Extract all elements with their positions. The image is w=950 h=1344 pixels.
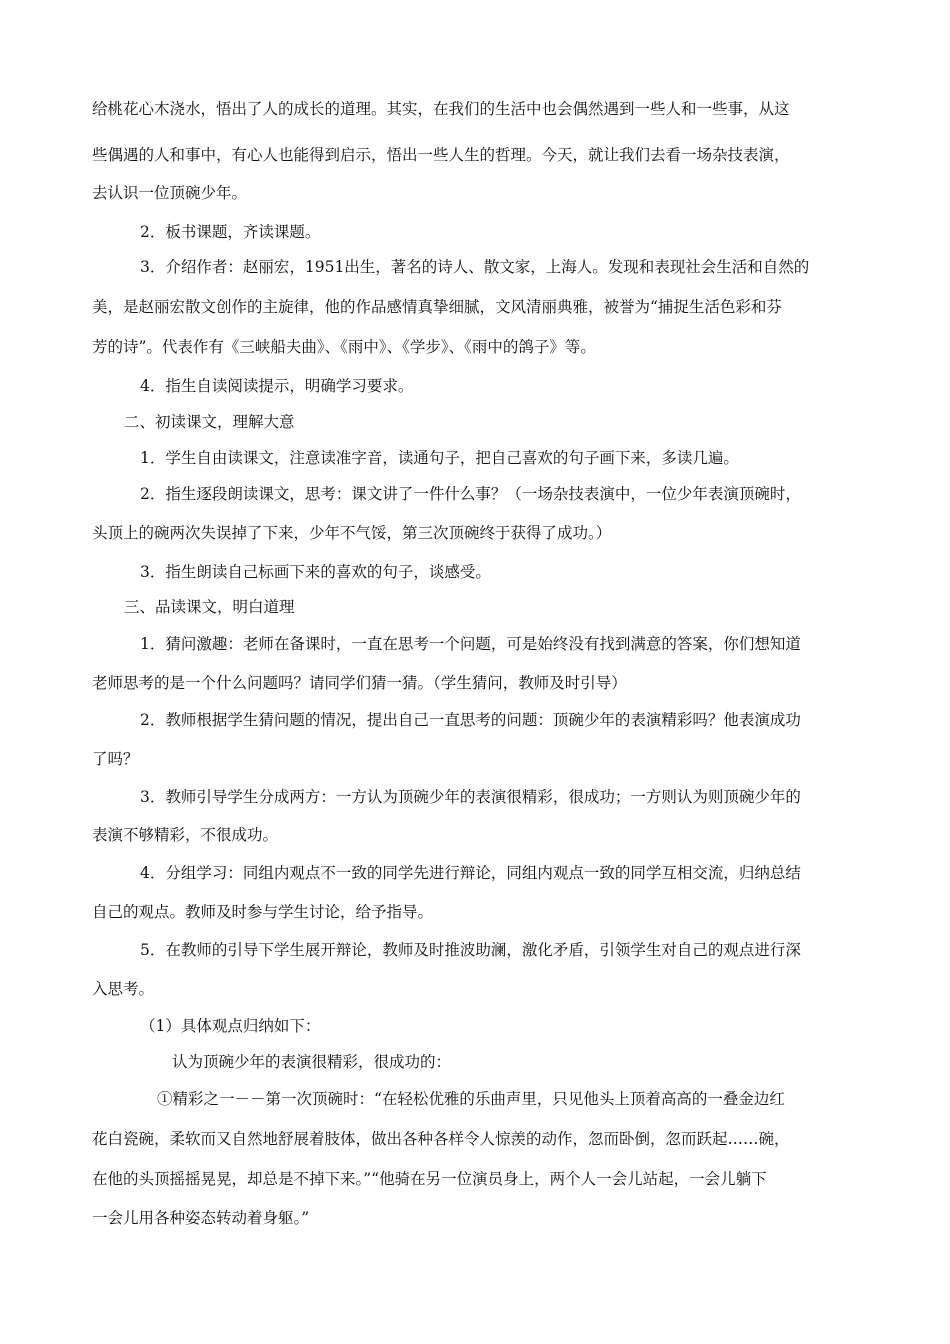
text-line: ①精彩之一－－第一次顶碗时：“在轻松优雅的乐曲声里，只见他头上顶着高高的一叠金边红 bbox=[157, 1090, 785, 1108]
text-line: 了吗？ bbox=[92, 750, 139, 768]
text-line: 头顶上的碗两次失误掉了下来，少年不气馁，第三次顶碗终于获得了成功。） bbox=[92, 524, 612, 542]
section-heading: 二、初读课文，理解大意 bbox=[124, 413, 295, 431]
text-line: 芳的诗”。代表作有《三峡船夫曲》、《雨中》、《学步》、《雨中的鸽子》等。 bbox=[92, 338, 596, 356]
text-line: 3．介绍作者：赵丽宏，1951出生，著名的诗人、散文家，上海人。发现和表现社会生活和自然的 bbox=[140, 258, 810, 276]
text-line: 1．学生自由读课文，注意读准字音，读通句子，把自己喜欢的句子画下来，多读几遍。 bbox=[140, 449, 739, 467]
text-line: 给桃花心木浇水，悟出了人的成长的道理。其实，在我们的生活中也会偶然遇到一些人和一些事，从这 bbox=[92, 100, 790, 118]
text-line: 在他的头顶摇摇晃晃，却总是不掉下来。”“他骑在另一位演员身上，两个人一会儿站起，一会儿躺下 bbox=[92, 1170, 767, 1188]
text-line: 表演不够精彩，不很成功。 bbox=[92, 826, 279, 844]
text-line: 2．指生逐段朗读课文，思考：课文讲了一件什么事？（一场杂技表演中，一位少年表演顶碗时， bbox=[140, 485, 801, 503]
text-line: 一会儿用各种姿态转动着身躯。” bbox=[92, 1209, 310, 1227]
text-line: 些偶遇的人和事中，有心人也能得到启示，悟出一些人生的哲理。今天，就让我们去看一场杂技表演， bbox=[92, 146, 790, 164]
section-heading: 三、品读课文，明白道理 bbox=[124, 598, 295, 616]
text-line: 老师思考的是一个什么问题吗？请同学们猜一猜。（学生猜问，教师及时引导） bbox=[92, 674, 627, 692]
text-line: 4．指生自读阅读提示，明确学习要求。 bbox=[140, 377, 414, 395]
text-line: 2．教师根据学生猜问题的情况，提出自己一直思考的问题：顶碗少年的表演精彩吗？他表演成功 bbox=[140, 711, 801, 729]
sub-heading: （1）具体观点归纳如下： bbox=[140, 1017, 321, 1035]
text-line: 去认识一位顶碗少年。 bbox=[92, 184, 248, 202]
text-line: 入思考。 bbox=[92, 980, 155, 998]
text-line: 5．在教师的引导下学生展开辩论，教师及时推波助澜，激化矛盾，引领学生对自己的观点进行深 bbox=[140, 941, 801, 959]
text-line: 认为顶碗少年的表演很精彩，很成功的： bbox=[172, 1053, 452, 1071]
text-line: 2．板书课题，齐读课题。 bbox=[140, 223, 321, 241]
text-line: 3．教师引导学生分成两方：一方认为顶碗少年的表演很精彩，很成功；一方则认为则顶碗少年的 bbox=[140, 788, 801, 806]
text-line: 3．指生朗读自己标画下来的喜欢的句子，谈感受。 bbox=[140, 563, 491, 581]
text-line: 花白瓷碗，柔软而又自然地舒展着肢体，做出各种各样令人惊羡的动作，忽而卧倒，忽而跃起……碗， bbox=[92, 1130, 790, 1148]
text-line: 1．猜问激趣：老师在备课时，一直在思考一个问题，可是始终没有找到满意的答案，你们想知道 bbox=[140, 635, 801, 653]
text-line: 自己的观点。教师及时参与学生讨论，给予指导。 bbox=[92, 903, 434, 921]
text-line: 美，是赵丽宏散文创作的主旋律，他的作品感情真挚细腻，文风清丽典雅，被誉为“捕捉生活色彩和芬 bbox=[92, 298, 782, 316]
text-line: 4．分组学习：同组内观点不一致的同学先进行辩论，同组内观点一致的同学互相交流，归纳总结 bbox=[140, 864, 801, 882]
